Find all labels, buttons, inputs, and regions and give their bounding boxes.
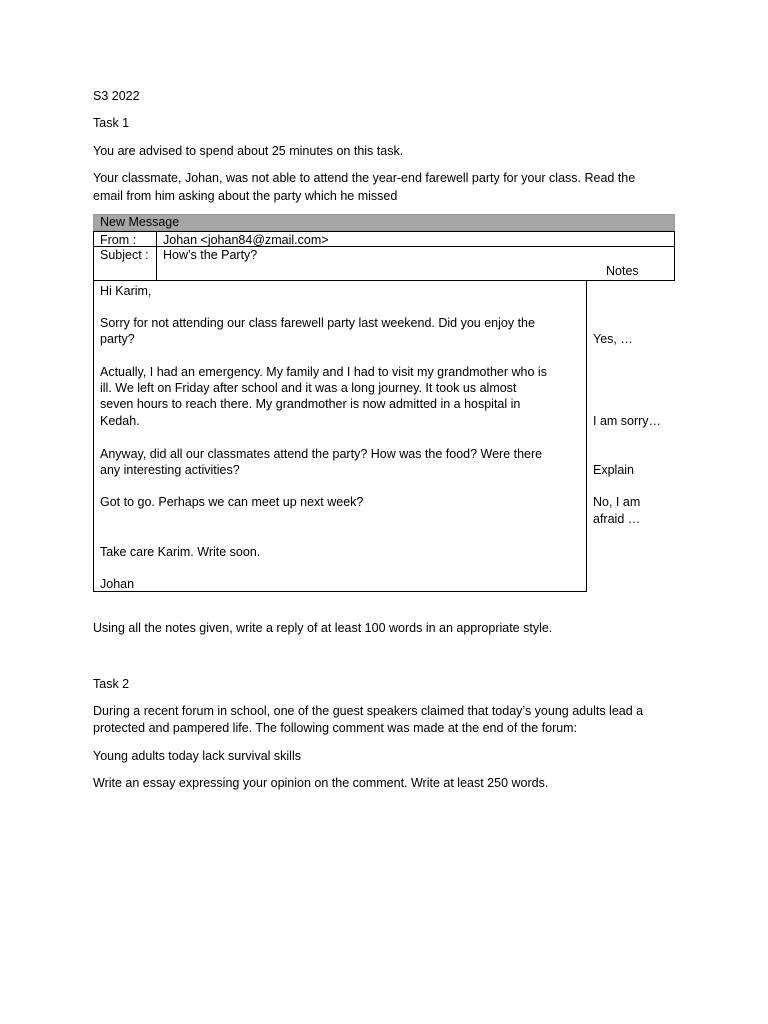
note-4-line1: No, I am [593,495,641,509]
email-from-row [93,231,675,247]
email-line: Actually, I had an emergency. My family and I had to visit my grandmother who is [100,365,547,379]
email-line: ill. We left on Friday after school and it was a long journey. It took us almost [100,381,517,395]
subject-value: How’s the Party? [163,248,258,262]
email-line: Kedah. [100,414,140,428]
email-line: party? [100,332,135,346]
note-3: Explain [593,463,634,477]
task1-intro-line2: email from him asking about the party which he missed [93,189,398,203]
subject-label: Subject : [94,247,157,280]
email-title-bar [93,214,675,231]
email-signature: Johan [100,577,135,591]
from-label: From : [94,232,157,246]
email-greeting: Hi Karim, [100,284,152,298]
email-line: Got to go. Perhaps we can meet up next week? [100,495,364,509]
note-4-line2: afraid … [593,512,641,526]
note-1: Yes, … [593,332,633,346]
task1-instruction: Using all the notes given, write a reply of at least 100 words in an appropriate style. [93,621,553,635]
task1-advice: You are advised to spend about 25 minutes on this task. [93,144,404,158]
task1-title: Task 1 [93,116,130,130]
email-title: New Message [100,215,180,229]
email-line: Sorry for not attending our class farewell party last weekend. Did you enjoy the [100,316,535,330]
email-line: any interesting activities? [100,463,240,477]
email-window [93,214,675,278]
email-line: Anyway, did all our classmates attend the party? How was the food? Were there [100,447,543,461]
note-2: I am sorry… [593,414,662,428]
email-line: seven hours to reach there. My grandmother is now admitted in a hospital in [100,397,521,411]
task2-intro-line2: protected and pampered life. The following comment was made at the end of the forum: [93,721,578,735]
task2-comment: Young adults today lack survival skills [93,749,301,763]
notes-header: Notes [606,264,639,278]
task2-instruction: Write an essay expressing your opinion on the comment. Write at least 250 words. [93,776,549,790]
task2-title: Task 2 [93,677,130,691]
email-subject-row [93,247,675,281]
task2-intro-line1: During a recent forum in school, one of the guest speakers claimed that today’s young adults lead a [93,704,644,718]
email-closing: Take care Karim. Write soon. [100,545,261,559]
document-code: S3 2022 [93,89,140,103]
task1-intro-line1: Your classmate, Johan, was not able to attend the year-end farewell party for your class. Read the [93,171,636,185]
from-value: Johan <johan84@zmail.com> [163,233,329,247]
